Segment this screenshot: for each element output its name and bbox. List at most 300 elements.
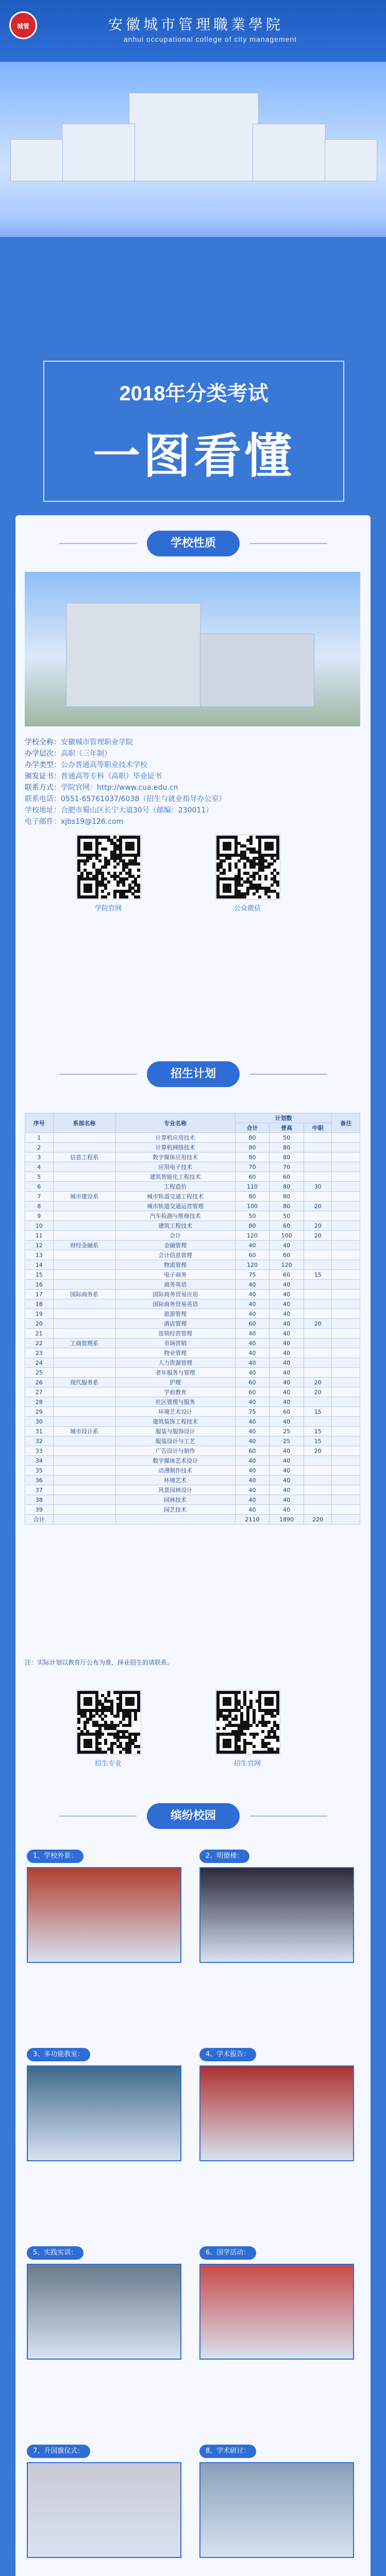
gallery-item: [199, 1850, 359, 1968]
table-cell: [53, 1397, 115, 1407]
qr-module: [253, 892, 256, 895]
table-cell: 21: [25, 1329, 54, 1338]
table-cell: [53, 1456, 115, 1466]
table-cell: 40: [235, 1427, 270, 1436]
table-cell: 40: [235, 1495, 270, 1505]
qr-module: [238, 859, 241, 862]
table-cell: 计算机应用技术: [115, 1133, 235, 1143]
table-cell: 50: [235, 1211, 270, 1221]
table-cell: 100: [235, 1201, 270, 1211]
table-row: [25, 1456, 360, 1466]
header: [0, 0, 386, 62]
table-cell: 园林技术: [115, 1495, 235, 1505]
table-cell: 40: [235, 1368, 270, 1378]
qr-module: [89, 848, 92, 851]
table-cell: 25: [25, 1368, 54, 1378]
qr-module: [113, 866, 116, 869]
table-cell: [332, 1417, 360, 1427]
qr-module: [104, 1742, 107, 1745]
qr-module: [234, 1718, 238, 1721]
table-cell: 40: [270, 1309, 304, 1319]
table-cell: [53, 1270, 115, 1280]
table-cell: [304, 1133, 332, 1143]
table-cell: [304, 1299, 332, 1309]
table-cell: 环境艺术设计: [115, 1407, 235, 1417]
table-cell: 18: [25, 1299, 54, 1309]
table-cell: [332, 1133, 360, 1143]
info-row: [25, 782, 178, 792]
table-cell: 120: [235, 1231, 270, 1241]
qr-module: [128, 1724, 131, 1727]
table-cell: 40: [235, 1466, 270, 1476]
table-cell: 34: [25, 1456, 54, 1466]
table-cell: 40: [235, 1456, 270, 1466]
table-row: [25, 1446, 360, 1456]
table-cell: [53, 1133, 115, 1143]
qr-module: [256, 1724, 259, 1727]
info-value: 安徽城市管理职业学院: [61, 738, 133, 747]
table-row: [25, 1348, 360, 1358]
section-nature-title: 学校性质: [147, 531, 240, 556]
table-cell: 40: [270, 1348, 304, 1358]
table-row: [25, 1427, 360, 1436]
table-cell: 国际商务贸易英语: [115, 1299, 235, 1309]
table-cell: [304, 1495, 332, 1505]
qr-module: [243, 895, 246, 899]
qr-module: [258, 877, 261, 880]
table-cell: [304, 1211, 332, 1221]
table-cell: 60: [235, 1378, 270, 1387]
admission-site-qr[interactable]: [215, 1690, 280, 1755]
table-cell: [304, 1143, 332, 1153]
table-cell: [53, 1201, 115, 1211]
qr-module: [137, 1751, 140, 1754]
table-cell: 旅游管理: [115, 1309, 235, 1319]
table-cell: 建筑工程技术: [115, 1221, 235, 1231]
info-key: 联系方式：: [25, 784, 61, 792]
table-cell: 4: [25, 1162, 54, 1172]
table-row: [25, 1280, 360, 1290]
table-cell: [332, 1505, 360, 1515]
info-row: [25, 748, 111, 758]
qr-module: [134, 1739, 137, 1742]
table-cell: [53, 1329, 115, 1338]
table-cell: [304, 1172, 332, 1182]
table-cell: 80: [270, 1153, 304, 1162]
qr-module: [246, 892, 249, 895]
qr-module: [89, 1745, 92, 1748]
qr-module: [98, 842, 102, 845]
table-cell: [53, 1250, 115, 1260]
table-row: [25, 1436, 360, 1446]
table-cell: [304, 1309, 332, 1319]
table-cell: [53, 1495, 115, 1505]
table-row: [25, 1358, 360, 1368]
table-cell: 37: [25, 1485, 54, 1495]
table-cell: [332, 1397, 360, 1407]
table-cell: [332, 1338, 360, 1348]
table-cell: 40: [235, 1290, 270, 1299]
qr-module: [116, 1715, 120, 1718]
table-cell: 园艺技术: [115, 1505, 235, 1515]
table-cell: 老年服务与管理: [115, 1368, 235, 1378]
section-plan-title: 招生计划: [147, 1061, 240, 1087]
table-cell: [53, 1466, 115, 1476]
wechat-qr-label: 公众微信: [233, 905, 261, 912]
qr-module: [253, 1745, 256, 1748]
qr-module: [243, 866, 246, 869]
table-row: [25, 1192, 360, 1201]
table-cell: [332, 1329, 360, 1338]
table-cell: [332, 1270, 360, 1280]
table-cell: [332, 1153, 360, 1162]
table-cell: 40: [270, 1241, 304, 1250]
info-key: 颁发证书：: [25, 772, 61, 781]
qr-module: [271, 848, 274, 851]
table-row: [25, 1319, 360, 1329]
info-key: 办学类型：: [25, 761, 61, 769]
info-value: 联系电话：0551-65761037/6038（招生与就业指导办公室）: [25, 795, 226, 803]
table-cell: 80: [270, 1201, 304, 1211]
table-cell: 20: [304, 1378, 332, 1387]
table-cell: 数字媒体应用技术: [115, 1153, 235, 1162]
table-row: [25, 1476, 360, 1485]
table-cell: [332, 1348, 360, 1358]
table-cell: 40: [235, 1309, 270, 1319]
table-cell: [304, 1348, 332, 1358]
official-site-qr[interactable]: [76, 835, 141, 900]
campus-wing-building: [200, 634, 314, 707]
table-cell: [53, 1358, 115, 1368]
table-cell: 29: [25, 1407, 54, 1417]
table-cell: [332, 1260, 360, 1270]
table-cell: 40: [235, 1338, 270, 1348]
gallery-tag: 7、升国旗仪式：: [27, 2445, 90, 2458]
qr-module: [86, 1721, 89, 1724]
table-cell: 30: [25, 1417, 54, 1427]
qr-module: [228, 1745, 231, 1748]
table-cell: 40: [270, 1368, 304, 1378]
table-cell: [304, 1329, 332, 1338]
qr-module: [116, 884, 120, 887]
table-cell: 连锁经营管理: [115, 1329, 235, 1338]
logo-text: 城管: [16, 23, 29, 30]
table-cell: [304, 1338, 332, 1348]
table-cell: [332, 1143, 360, 1153]
table-cell: 服装设计与工艺: [115, 1436, 235, 1446]
gallery-tag: 6、国学活动：: [199, 2246, 256, 2260]
table-cell: [304, 1192, 332, 1201]
table-cell: 计算机网络技术: [115, 1143, 235, 1153]
qr-module: [131, 1703, 135, 1706]
table-cell: 60: [235, 1319, 270, 1329]
table-cell: 60: [270, 1221, 304, 1231]
table-cell: 80: [235, 1192, 270, 1201]
table-cell: 15: [304, 1427, 332, 1436]
gallery-photo: [199, 2462, 354, 2558]
table-cell: 现代服务系: [53, 1378, 115, 1387]
qr-module: [137, 854, 140, 857]
qr-module: [238, 1739, 241, 1742]
qr-module: [104, 1715, 107, 1718]
table-cell: 80: [235, 1133, 270, 1143]
table-cell: [53, 1436, 115, 1446]
qr-module: [243, 1751, 246, 1754]
table-cell: [332, 1436, 360, 1446]
table-cell: 80: [270, 1192, 304, 1201]
qr-module: [89, 890, 92, 893]
table-cell: 15: [304, 1407, 332, 1417]
table-cell: 23: [25, 1348, 54, 1358]
table-row: [25, 1466, 360, 1476]
qr-module: [267, 1742, 271, 1745]
wechat-qr[interactable]: [215, 835, 280, 900]
qr-module: [271, 884, 274, 887]
school-logo: [9, 11, 37, 39]
table-cell: 15: [304, 1436, 332, 1446]
table-cell: 27: [25, 1387, 54, 1397]
table-cell: 40: [270, 1358, 304, 1368]
info-row: [25, 737, 133, 747]
qr-module: [256, 890, 259, 893]
table-row: [25, 1162, 360, 1172]
table-cell: 80: [235, 1221, 270, 1231]
table-row: [25, 1143, 360, 1153]
gallery-tag: 1、学校外景：: [27, 1850, 83, 1863]
school-name-cn: 安徽城市管理職業學院: [108, 16, 284, 33]
table-cell: 80: [235, 1143, 270, 1153]
table-cell: 12: [25, 1241, 54, 1250]
table-cell: 20: [304, 1201, 332, 1211]
table-cell: 20: [304, 1319, 332, 1329]
table-row: [25, 1231, 360, 1241]
col-header-dept: 系部名称: [53, 1113, 115, 1133]
gallery-item: [27, 2445, 187, 2563]
table-cell: 15: [25, 1270, 54, 1280]
col-header-general: 普高: [270, 1123, 304, 1133]
table-cell: 40: [235, 1397, 270, 1407]
table-cell: 9: [25, 1211, 54, 1221]
qr-module: [98, 854, 102, 857]
qr-module: [256, 1733, 259, 1736]
table-cell: [332, 1456, 360, 1466]
qr-module: [89, 1703, 92, 1706]
qr-module: [137, 1709, 140, 1712]
table-cell: 13: [25, 1250, 54, 1260]
gallery-item: [199, 2048, 359, 2166]
table-cell: 120: [270, 1260, 304, 1270]
table-cell: 数字媒体艺术设计: [115, 1456, 235, 1466]
campus-hero-image: [0, 62, 386, 237]
qr-module: [276, 1727, 279, 1730]
qr-module: [137, 875, 140, 878]
table-cell: 50: [270, 1133, 304, 1143]
table-cell: 75: [235, 1270, 270, 1280]
table-cell: 广告设计与制作: [115, 1446, 235, 1456]
qr-module: [267, 1721, 271, 1724]
table-cell: 40: [235, 1505, 270, 1515]
qr-module: [104, 887, 107, 890]
table-cell: 25: [270, 1436, 304, 1446]
table-cell: 护理: [115, 1378, 235, 1387]
table-cell: 39: [25, 1505, 54, 1515]
table-cell: 70: [235, 1162, 270, 1172]
table-cell: [53, 1280, 115, 1290]
qr-module: [104, 895, 107, 899]
table-cell: 60: [270, 1250, 304, 1260]
info-row: [25, 759, 147, 770]
table-cell: [53, 1260, 115, 1270]
school-name-en: anhui occupational college of city management: [124, 35, 297, 43]
info-value: 学院官网：http://www.cua.edu.cn: [61, 784, 178, 792]
table-cell: 35: [25, 1466, 54, 1476]
table-cell: 14: [25, 1260, 54, 1270]
gallery-item: [199, 2246, 359, 2365]
table-cell: 60: [235, 1387, 270, 1397]
qr-module: [101, 1733, 104, 1736]
table-cell: [53, 1319, 115, 1329]
table-cell: [53, 1211, 115, 1221]
table-cell: 城市轨道交通工程技术: [115, 1192, 235, 1201]
table-cell: 20: [25, 1319, 54, 1329]
table-cell: [53, 1368, 115, 1378]
table-row: [25, 1299, 360, 1309]
table-cell: [304, 1280, 332, 1290]
table-cell: [332, 1476, 360, 1485]
qr-module: [258, 895, 261, 899]
campus-main-building: [66, 603, 201, 707]
table-cell: [304, 1250, 332, 1260]
table-row: [25, 1153, 360, 1162]
qr-module: [276, 1751, 279, 1754]
qr-module: [122, 1718, 125, 1721]
qr-module: [271, 862, 274, 866]
table-cell: 物流管理: [115, 1260, 235, 1270]
table-cell: [53, 1221, 115, 1231]
table-cell: 会计信息管理: [115, 1250, 235, 1260]
table-cell: [332, 1358, 360, 1368]
table-cell: 1890: [270, 1515, 304, 1524]
qr-module: [253, 877, 256, 880]
info-key: 学校全称：: [25, 738, 61, 747]
gallery-photo: [27, 2065, 181, 2161]
admission-site-qr-label: 招生官网: [233, 1760, 261, 1768]
info-row: [25, 793, 226, 804]
table-cell: 40: [270, 1378, 304, 1387]
qr-module: [249, 842, 253, 845]
side-building-right: [253, 124, 326, 181]
table-row: [25, 1407, 360, 1417]
table-cell: [53, 1476, 115, 1485]
gallery-tag: 4、学术报告：: [199, 2048, 256, 2061]
table-cell: [332, 1172, 360, 1182]
table-cell: 服装与服饰设计: [115, 1427, 235, 1436]
table-row: [25, 1250, 360, 1260]
qr-module: [246, 1727, 249, 1730]
table-cell: 60: [270, 1270, 304, 1280]
table-cell: [304, 1162, 332, 1172]
table-cell: [332, 1231, 360, 1241]
qr-module: [137, 890, 140, 893]
admission-major-qr[interactable]: [76, 1690, 141, 1755]
gallery-photo: [27, 2462, 181, 2558]
title-year: 2018年分类考试: [119, 382, 268, 405]
table-cell: 40: [270, 1329, 304, 1338]
section-campus-title: 缤纷校园: [147, 1803, 240, 1829]
qr-module: [276, 884, 279, 887]
table-cell: 22: [25, 1338, 54, 1348]
table-row: [25, 1172, 360, 1182]
table-cell: 40: [270, 1417, 304, 1427]
table-cell: 酒店管理: [115, 1319, 235, 1329]
qr-module: [216, 1718, 220, 1721]
qr-module: [238, 1691, 241, 1694]
table-cell: [53, 1387, 115, 1397]
table-row: [25, 1505, 360, 1515]
table-cell: 19: [25, 1309, 54, 1319]
qr-module: [264, 877, 267, 880]
qr-module: [104, 848, 107, 851]
table-cell: [332, 1495, 360, 1505]
table-cell: [332, 1299, 360, 1309]
info-row: [25, 816, 123, 826]
table-cell: 26: [25, 1378, 54, 1387]
table-cell: 2110: [235, 1515, 270, 1524]
gallery-photo: [199, 2065, 354, 2161]
main-building: [129, 93, 259, 181]
gallery-tag: 8、学术研讨：: [199, 2445, 256, 2458]
table-cell: 40: [235, 1436, 270, 1446]
table-cell: 28: [25, 1397, 54, 1407]
table-cell: 40: [270, 1338, 304, 1348]
qr-module: [228, 890, 231, 893]
qr-module: [77, 1721, 80, 1724]
col-header-major: 专业名称: [115, 1113, 235, 1133]
col-header-no: 序号: [25, 1113, 54, 1133]
table-row: [25, 1397, 360, 1407]
table-row: [25, 1211, 360, 1221]
qr-module: [113, 895, 116, 899]
table-cell: 220: [304, 1515, 332, 1524]
qr-module: [89, 857, 92, 860]
table-cell: 40: [270, 1299, 304, 1309]
table-cell: [332, 1290, 360, 1299]
qr-module: [249, 1691, 253, 1694]
table-row: [25, 1329, 360, 1338]
table-cell: 40: [270, 1476, 304, 1485]
qr-module: [119, 872, 122, 875]
title-frame: [43, 361, 344, 502]
table-cell: 40: [235, 1299, 270, 1309]
table-cell: [53, 1417, 115, 1427]
qr-module: [137, 869, 140, 872]
qr-module: [137, 1733, 140, 1736]
qr-module: [137, 895, 140, 899]
table-row: [25, 1133, 360, 1143]
table-cell: [53, 1505, 115, 1515]
official-site-qr-label: 学院官网: [94, 905, 122, 912]
table-cell: 31: [25, 1427, 54, 1436]
table-cell: 6: [25, 1182, 54, 1192]
table-cell: 75: [235, 1407, 270, 1417]
qr-module: [101, 890, 104, 893]
table-cell: 110: [235, 1182, 270, 1192]
table-cell: [304, 1260, 332, 1270]
table-cell: 60: [270, 1407, 304, 1417]
qr-module: [223, 859, 226, 862]
table-cell: [304, 1290, 332, 1299]
gallery-item: [199, 2445, 359, 2563]
